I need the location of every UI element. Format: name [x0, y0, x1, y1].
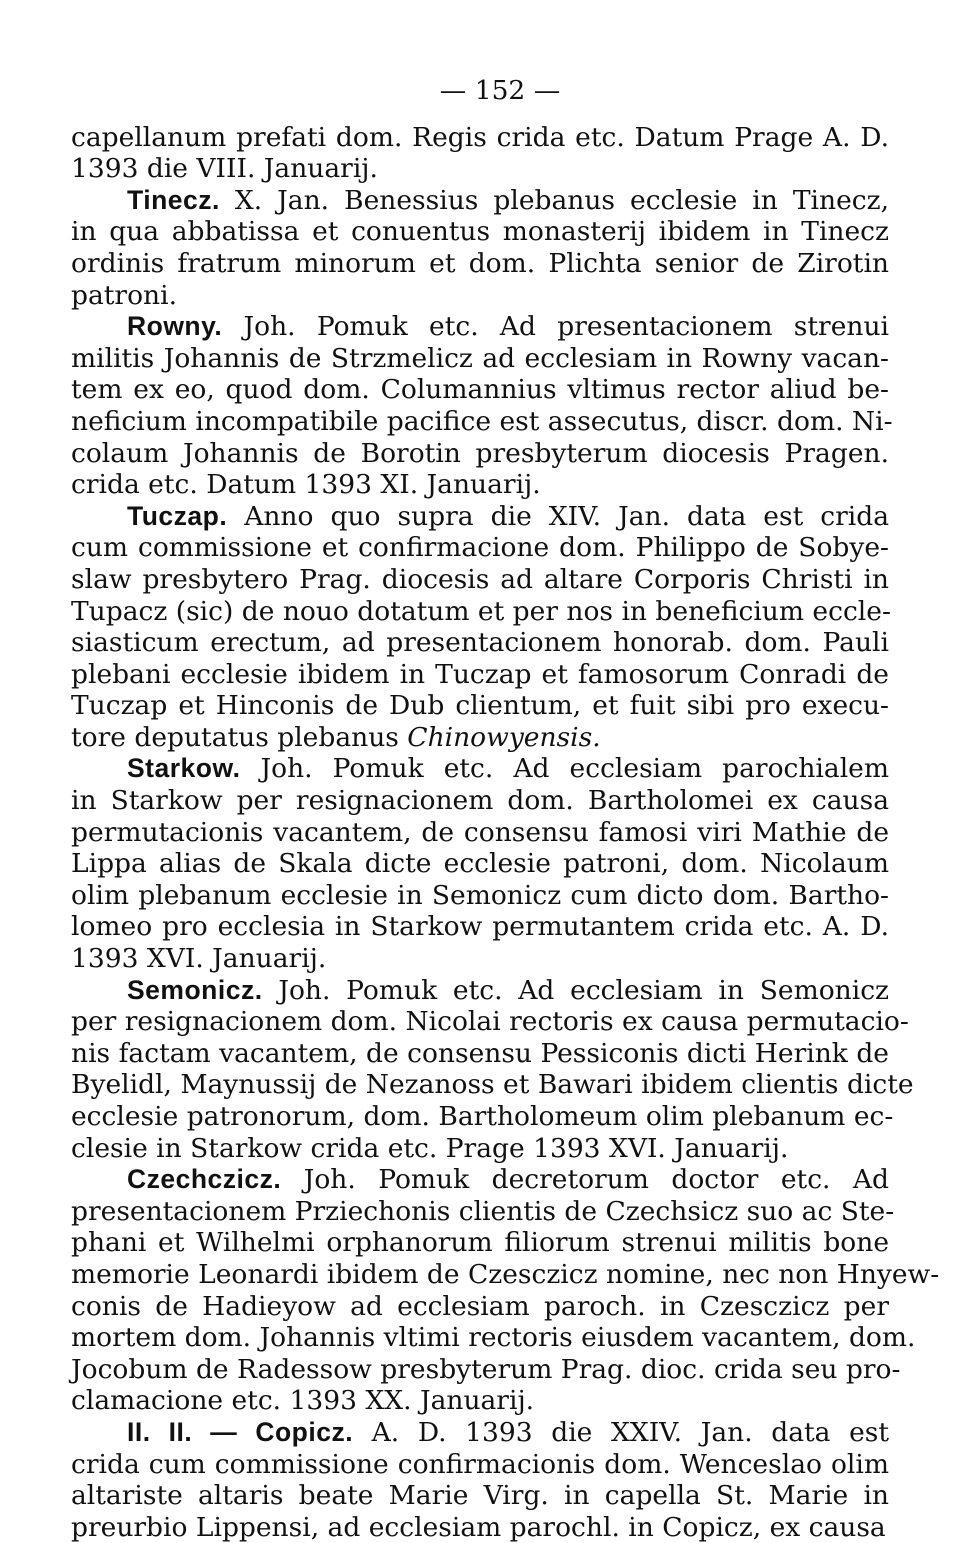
text-line	[71, 1227, 889, 1259]
line-text: permutacionis vacantem, de consensu famosi viri Mathie de	[71, 816, 889, 848]
line-text: mortem dom. Johannis vltimi rectoris eiusdem vacantem, dom.	[71, 1322, 916, 1354]
line-text: A. D. 1393 die XXIV. Jan. data est	[353, 1416, 889, 1448]
line-text: tore deputatus plebanus	[71, 721, 408, 753]
text-line	[71, 1258, 940, 1291]
text-line	[71, 1322, 916, 1354]
line-text: ordinis fratrum minorum et dom. Plichta senior de Zirotin	[71, 247, 889, 279]
page-number: — 152 —	[439, 75, 561, 106]
entry-paragraph	[71, 122, 889, 185]
text-line	[71, 880, 889, 912]
text-line	[71, 1417, 889, 1449]
line-text: cum commissione et confirmacione dom. Philippo de Sobye-	[71, 532, 889, 564]
line-text: Lippa alias de Skala dicte ecclesie patroni, dom. Nicolaum	[71, 848, 889, 880]
line-text: militis Johannis de Strzmelicz ad ecclesiam in Rowny vacan-	[71, 342, 889, 374]
line-text: in Starkow per resignacionem dom. Bartholomei ex causa	[71, 785, 889, 817]
line-text: memorie Leonardi ibidem de Czesczicz nomine, nec non Hnyew-	[71, 1258, 940, 1290]
line-text: olim plebanum ecclesie in Semonicz cum dicto dom. Bartho-	[71, 879, 889, 911]
line-text: capellanum prefati dom. Regis crida etc. Datum Prage A. D.	[71, 121, 889, 153]
entry-heading: Semonicz.	[127, 974, 263, 1005]
line-text: Joh. Pomuk decretorum doctor etc. Ad	[281, 1164, 889, 1196]
line-text: per resignacionem dom. Nicolai rectoris ex causa permutacio-	[71, 1006, 909, 1038]
text-line	[71, 596, 889, 628]
line-text: Byelidl, Maynussij de Nezanoss et Bawari ibidem clientis dicte	[71, 1069, 914, 1101]
line-text: clesie in Starkow crida etc. Prage 1393 XVI. Januarij.	[71, 1132, 789, 1164]
text-line	[71, 185, 889, 217]
line-text: nis factam vacantem, de consensu Pessiconis dicti Herink de	[71, 1037, 889, 1069]
text-line	[71, 564, 889, 596]
entry-heading: Rowny.	[127, 311, 223, 342]
text-line	[71, 848, 889, 880]
line-text: lomeo pro ecclesia in Starkow permutantem crida etc. A. D.	[71, 911, 889, 943]
text-line	[71, 343, 889, 375]
line-text: neficium incompatibile pacifice est assecutus, discr. dom. Ni-	[71, 405, 893, 437]
text-line	[71, 1195, 895, 1228]
text-line	[71, 438, 889, 470]
text-line	[71, 690, 889, 722]
text-line	[71, 216, 889, 248]
text-line	[71, 627, 889, 659]
line-text: Tuczap et Hinconis de Dub clientum, et fuit sibi pro execu-	[71, 690, 889, 722]
text-line	[71, 975, 889, 1007]
entry-paragraph	[71, 501, 889, 754]
text-line	[71, 469, 889, 501]
document-body	[71, 121, 940, 1543]
text-line	[71, 753, 889, 785]
text-line	[71, 1101, 894, 1133]
line-text: crida etc. Datum 1393 XI. Januarij.	[71, 469, 541, 501]
text-line	[71, 1038, 889, 1070]
text-line	[71, 1512, 889, 1543]
entry-paragraph	[71, 753, 889, 974]
line-text: X. Jan. Benessius plebanus ecclesie in Tinecz,	[219, 184, 889, 216]
line-text: siasticum erectum, ad presentacionem honorab. dom. Pauli	[71, 627, 889, 659]
text-line	[71, 1164, 889, 1196]
text-line	[71, 1133, 889, 1165]
text-line	[71, 501, 889, 533]
entry-paragraph	[71, 1164, 940, 1417]
entry-heading: II. II. — Copicz.	[127, 1416, 354, 1447]
text-line	[71, 817, 889, 849]
text-line	[71, 153, 889, 185]
entry-heading: Tinecz.	[127, 184, 220, 215]
entry-paragraph	[71, 1417, 889, 1543]
line-text: crida cum commissione confirmacionis dom. Wenceslao olim	[71, 1448, 889, 1480]
text-line	[71, 280, 889, 312]
text-line	[71, 122, 889, 154]
text-line	[71, 311, 889, 343]
line-text: ecclesie patronorum, dom. Bartholomeum olim plebanum ec-	[71, 1101, 894, 1132]
line-text: Anno quo supra die XIV. Jan. data est crida	[227, 500, 889, 532]
text-line	[71, 659, 889, 691]
text-line	[71, 1006, 909, 1038]
line-text: 1393 die VIII. Januarij.	[71, 153, 378, 185]
text-line	[71, 1069, 914, 1101]
text-line	[71, 1353, 901, 1386]
text-line	[71, 1385, 889, 1417]
line-text: colaum Johannis de Borotin presbyterum diocesis Pragen.	[71, 437, 889, 469]
line-text: plebani ecclesie ibidem in Tuczap et famosorum Conradi de	[71, 658, 889, 690]
text-line	[71, 1449, 889, 1481]
entry-heading: Starkow.	[127, 753, 241, 784]
text-line	[71, 532, 889, 564]
line-text: Joh. Pomuk etc. Ad ecclesiam parochialem	[240, 753, 889, 785]
text-line	[71, 722, 889, 754]
entry-paragraph	[71, 185, 889, 311]
text-line	[71, 1480, 889, 1512]
line-text: slaw presbytero Prag. diocesis ad altare Corporis Christi in	[71, 563, 889, 595]
text-line	[71, 1291, 889, 1323]
text-line	[71, 405, 893, 438]
line-text: conis de Hadieyow ad ecclesiam paroch. in Czesczicz per	[71, 1290, 889, 1322]
text-line	[71, 943, 889, 975]
line-text: presentacionem Prziechonis clientis de Czechsicz suo ac Ste-	[71, 1195, 895, 1227]
italic-text: Chinowyensis.	[407, 721, 601, 753]
document-page	[71, 75, 940, 1543]
text-line	[71, 785, 889, 817]
line-text: tem ex eo, quod dom. Columannius vltimus rector aliud be-	[71, 374, 889, 406]
text-line	[71, 248, 889, 280]
text-line	[71, 374, 889, 406]
line-text: 1393 XVI. Januarij.	[71, 943, 327, 975]
entry-paragraph	[71, 311, 893, 501]
line-text: Jocobum de Radessow presbyterum Prag. dioc. crida seu pro-	[71, 1353, 901, 1385]
line-text: phani et Wilhelmi orphanorum filiorum strenui militis bone	[71, 1227, 889, 1259]
entry-heading: Czechczicz.	[127, 1164, 282, 1195]
entry-heading: Tuczap.	[127, 500, 228, 531]
line-text: in qua abbatissa et conuentus monasterij ibidem in Tinecz	[71, 216, 889, 248]
entry-paragraph	[71, 974, 914, 1165]
line-text: Joh. Pomuk etc. Ad presentacionem strenui	[222, 311, 889, 343]
line-text: Tupacz (sic) de nouo dotatum et per nos in beneficium eccle-	[71, 595, 891, 627]
line-text: Joh. Pomuk etc. Ad ecclesiam in Semonicz	[262, 974, 889, 1006]
line-text: clamacione etc. 1393 XX. Januarij.	[71, 1385, 535, 1417]
line-text: patroni.	[71, 279, 177, 311]
line-text: altariste altaris beate Marie Virg. in capella St. Marie in	[71, 1480, 889, 1512]
text-line	[71, 911, 889, 943]
line-text: preurbio Lippensi, ad ecclesiam parochl. in Copicz, ex causa	[71, 1511, 886, 1543]
